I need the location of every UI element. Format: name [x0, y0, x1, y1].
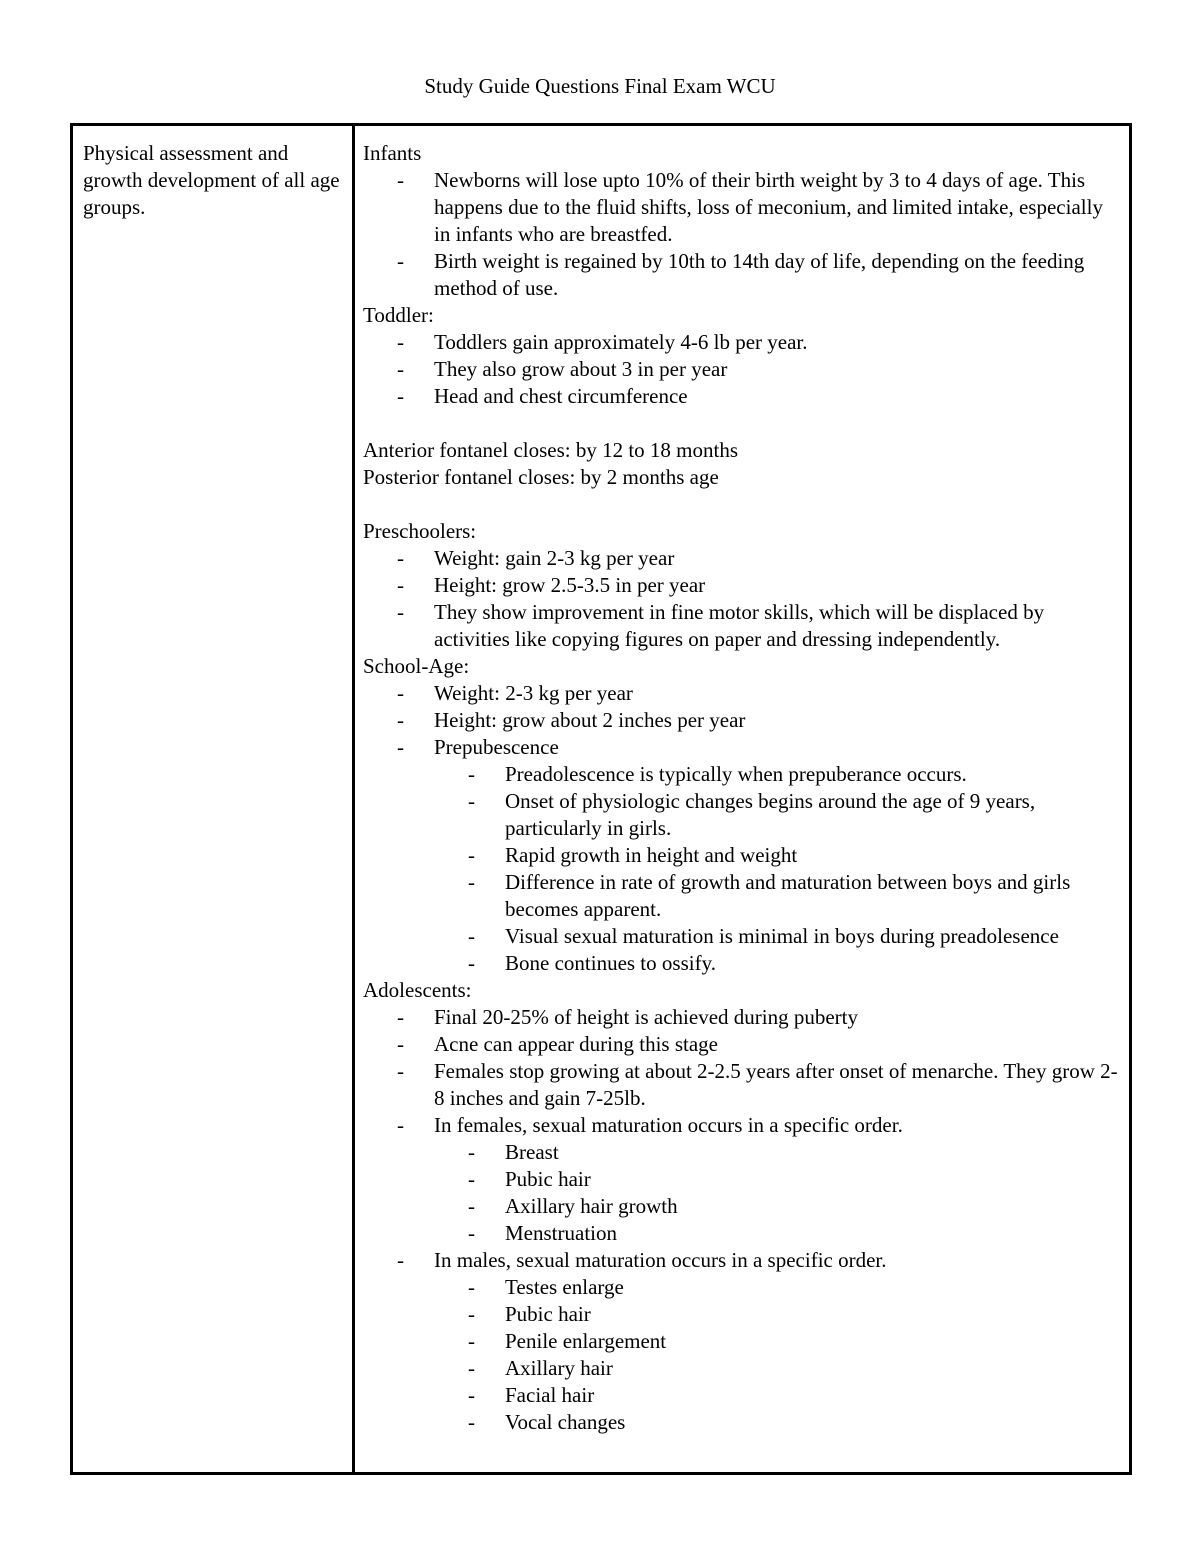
sub-list-item: - Difference in rate of growth and maturation between boys and girls becomes apparent.	[468, 870, 1071, 921]
list-item: - Birth weight is regained by 10th to 14th day of life, depending on the feeding method of use.	[397, 249, 1085, 300]
bullet-dash: -	[397, 1059, 404, 1083]
list-item: - Weight: 2-3 kg per year	[397, 681, 633, 705]
posterior-fontanel: Posterior fontanel closes: by 2 months age	[363, 465, 719, 489]
bullet-dash: -	[468, 1194, 475, 1218]
sub-list-item: - Bone continues to ossify.	[468, 951, 716, 975]
bullet-dash: -	[397, 573, 404, 597]
bullet-dash: -	[468, 1140, 475, 1164]
bullet-dash: -	[397, 1248, 404, 1272]
list-item: - Weight: gain 2-3 kg per year	[397, 546, 675, 570]
bullet-dash: -	[397, 249, 404, 273]
bullet-dash: -	[468, 924, 475, 948]
list-item: - In males, sexual maturation occurs in a specific order.	[397, 1248, 887, 1272]
section-heading-toddler: Toddler:	[363, 303, 434, 327]
list-item: - Prepubescence	[397, 735, 559, 759]
sub-list-item: - Penile enlargement	[468, 1329, 667, 1353]
sub-list-item: - Axillary hair	[468, 1356, 613, 1380]
sub-list-item: - Pubic hair	[468, 1302, 591, 1326]
bullet-dash: -	[468, 843, 475, 867]
bullet-dash: -	[468, 951, 475, 975]
bullet-dash: -	[468, 870, 475, 894]
spacer	[363, 491, 1129, 518]
bullet-dash: -	[397, 546, 404, 570]
study-guide-table	[70, 123, 1132, 1475]
spacer	[363, 410, 1129, 437]
bullet-dash: -	[397, 600, 404, 624]
list-item: - Height: grow 2.5-3.5 in per year	[397, 573, 706, 597]
sub-list-item: - Breast	[468, 1140, 559, 1164]
bullet-dash: -	[397, 681, 404, 705]
bullet-dash: -	[468, 789, 475, 813]
bullet-dash: -	[397, 708, 404, 732]
bullet-dash: -	[397, 357, 404, 381]
list-item: - Toddlers gain approximately 4-6 lb per year.	[397, 330, 808, 354]
sub-list-item: - Vocal changes	[468, 1410, 626, 1434]
section-heading-adolescents: Adolescents:	[363, 978, 472, 1002]
bullet-dash: -	[468, 1383, 475, 1407]
list-item: - In females, sexual maturation occurs in a specific order.	[397, 1113, 903, 1137]
sub-list-item: - Onset of physiologic changes begins around the age of 9 years, particularly in girls.	[468, 789, 1036, 840]
list-item: - Females stop growing at about 2-2.5 years after onset of menarche. They grow 2-8 inches and gain 7-25lb.	[397, 1059, 1118, 1110]
bullet-dash: -	[468, 762, 475, 786]
bullet-dash: -	[397, 384, 404, 408]
list-item: - Acne can appear during this stage	[397, 1032, 718, 1056]
bullet-dash: -	[468, 1410, 475, 1434]
bullet-dash: -	[397, 1113, 404, 1137]
list-item: - Final 20-25% of height is achieved during puberty	[397, 1005, 858, 1029]
section-heading-infants: Infants	[363, 141, 422, 165]
document-title: Study Guide Questions Final Exam WCU	[424, 74, 776, 98]
sub-list-item: - Rapid growth in height and weight	[468, 843, 798, 867]
bullet-dash: -	[468, 1302, 475, 1326]
bullet-dash: -	[468, 1275, 475, 1299]
bullet-dash: -	[397, 735, 404, 759]
sub-list-item: - Testes enlarge	[468, 1275, 624, 1299]
bullet-dash: -	[468, 1329, 475, 1353]
list-item: - Newborns will lose upto 10% of their birth weight by 3 to 4 days of age. This happens due to the fluid shifts, loss of meconium, and limited intake, especially in infants who are breastfed.	[397, 168, 1103, 246]
bullet-dash: -	[397, 330, 404, 354]
sub-list-item: - Preadolescence is typically when prepuberance occurs.	[468, 762, 967, 786]
section-heading-school-age: School-Age:	[363, 654, 470, 678]
topic-column	[73, 126, 355, 1472]
sub-list-item: - Menstruation	[468, 1221, 617, 1245]
list-item: - They also grow about 3 in per year	[397, 357, 728, 381]
list-item: - Head and chest circumference	[397, 384, 688, 408]
bullet-dash: -	[397, 1032, 404, 1056]
sub-list-item: - Facial hair	[468, 1383, 595, 1407]
bullet-dash: -	[397, 168, 404, 192]
notes-column	[355, 126, 1129, 1472]
bullet-dash: -	[468, 1356, 475, 1380]
bullet-dash: -	[468, 1221, 475, 1245]
bullet-dash: -	[468, 1167, 475, 1191]
list-item: - They show improvement in fine motor skills, which will be displaced by activities like copying figures on paper and dressing independently.	[397, 600, 1045, 651]
anterior-fontanel: Anterior fontanel closes: by 12 to 18 months	[363, 438, 739, 462]
sub-list-item: - Axillary hair growth	[468, 1194, 678, 1218]
bullet-dash: -	[397, 1005, 404, 1029]
sub-list-item: - Visual sexual maturation is minimal in boys during preadolesence	[468, 924, 1059, 948]
section-heading-preschoolers: Preschoolers:	[363, 519, 477, 543]
topic-cell: Physical assessment and growth development of all age groups.	[83, 141, 340, 219]
list-item: - Height: grow about 2 inches per year	[397, 708, 746, 732]
sub-list-item: - Pubic hair	[468, 1167, 591, 1191]
